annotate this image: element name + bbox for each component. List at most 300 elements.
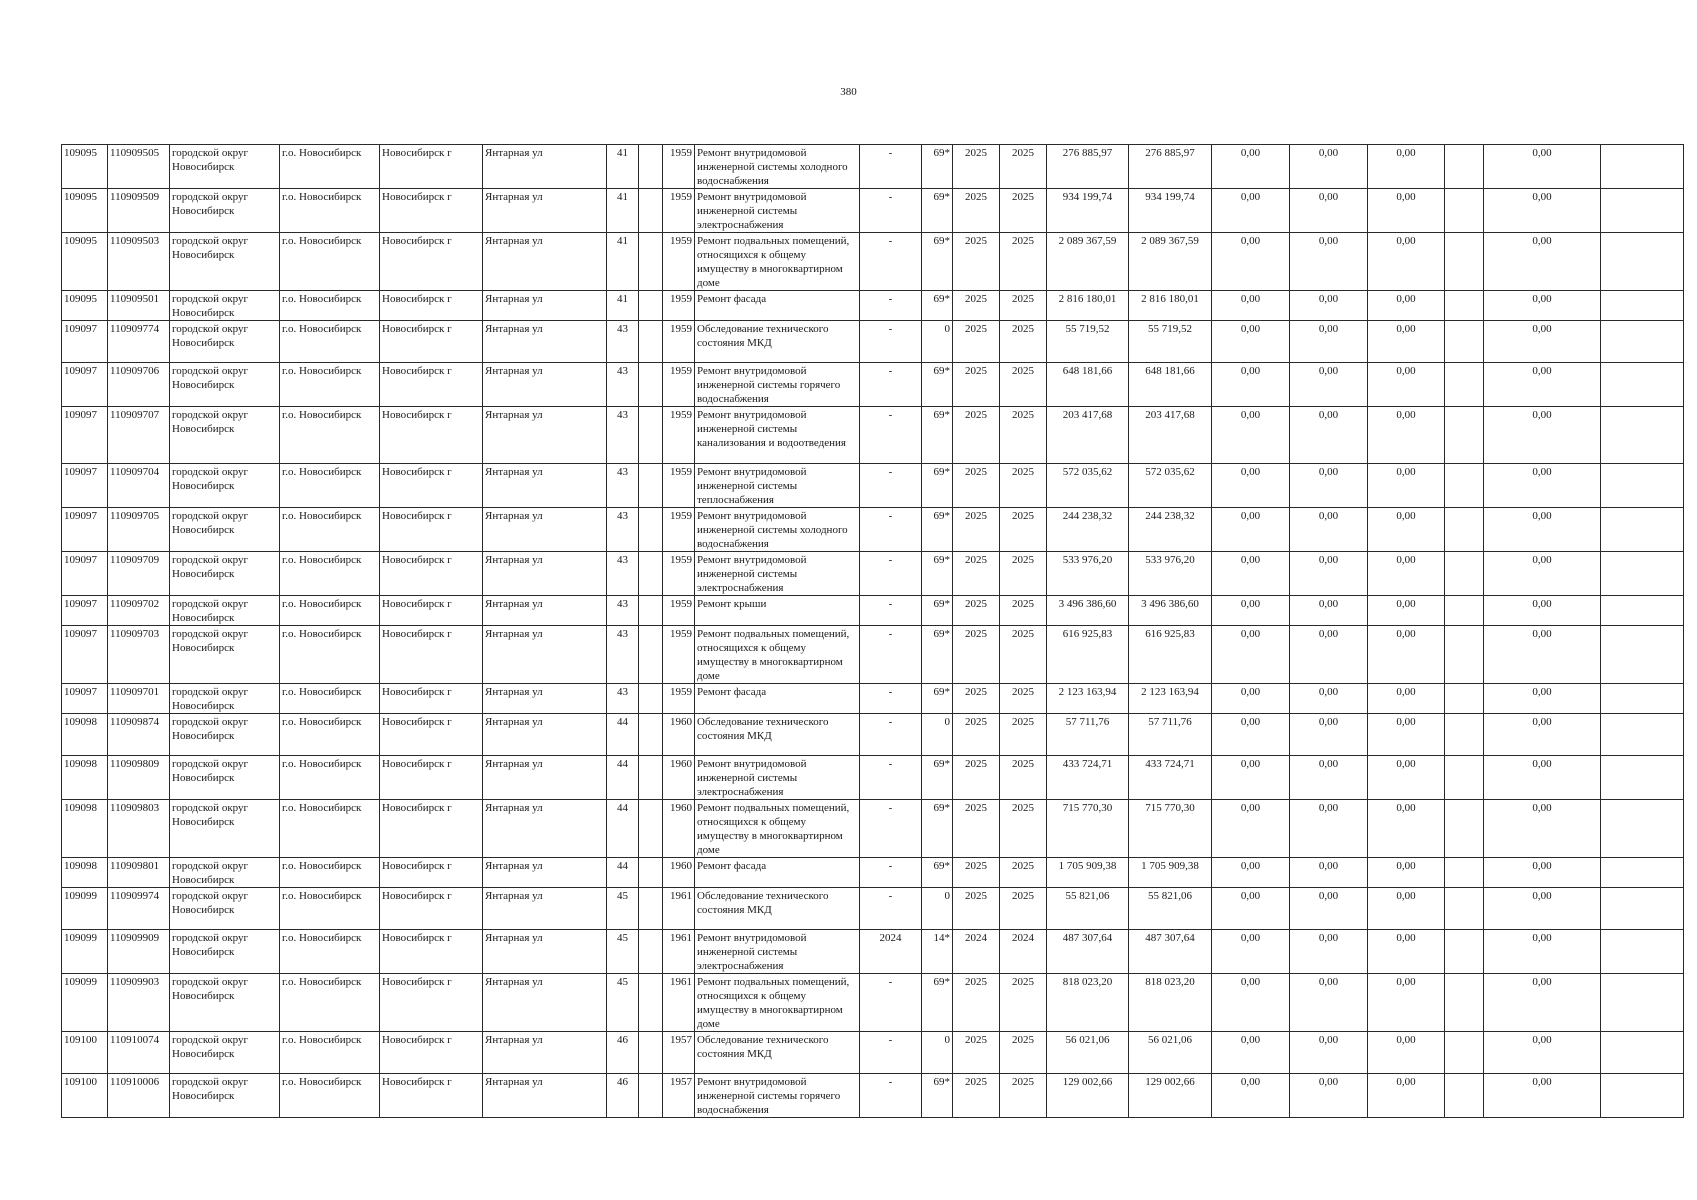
- cell-city: Новосибирск г: [380, 800, 483, 858]
- cell-value-4: [1445, 464, 1484, 508]
- capital-repair-table: [61, 144, 1684, 1118]
- cell-value-3: 0,00: [1368, 321, 1445, 363]
- cell-value-2: 0,00: [1290, 291, 1368, 321]
- cell-value-2: 0,00: [1290, 714, 1368, 756]
- cell-value-2: 0,00: [1290, 1032, 1368, 1074]
- cell-district: г.о. Новосибирск: [280, 756, 380, 800]
- cell-municipality: городской округ Новосибирск: [170, 714, 280, 756]
- cell-plan-year-from: 2025: [953, 508, 1000, 552]
- cell-value-2: 0,00: [1290, 189, 1368, 233]
- cell-build-year: 1959: [663, 189, 695, 233]
- cell-house-id: 109098: [62, 756, 108, 800]
- cell-value-4: [1445, 800, 1484, 858]
- table-row: [62, 888, 1684, 930]
- cell-house-id: 109097: [62, 407, 108, 464]
- cell-house-extra: [639, 714, 663, 756]
- cell-work-code: 110909509: [108, 189, 170, 233]
- cell-value-1: 0,00: [1212, 1074, 1290, 1118]
- cell-wear: 0: [922, 714, 953, 756]
- cell-wear: 69*: [922, 189, 953, 233]
- cell-work-code: 110909503: [108, 233, 170, 291]
- table-row: [62, 145, 1684, 189]
- cell-cost-fund: 56 021,06: [1129, 1032, 1212, 1074]
- cell-house-extra: [639, 1032, 663, 1074]
- cell-prev-repair-year: -: [860, 684, 922, 714]
- cell-street: Янтарная ул: [483, 189, 607, 233]
- cell-street: Янтарная ул: [483, 1032, 607, 1074]
- cell-city: Новосибирск г: [380, 888, 483, 930]
- cell-plan-year-from: 2025: [953, 1032, 1000, 1074]
- cell-plan-year-to: 2025: [1000, 189, 1047, 233]
- cell-build-year: 1960: [663, 756, 695, 800]
- table-body: [62, 145, 1684, 1118]
- cell-value-6: [1601, 1074, 1684, 1118]
- cell-work-type: Обследование технического состояния МКД: [695, 888, 860, 930]
- cell-build-year: 1961: [663, 974, 695, 1032]
- cell-value-6: [1601, 858, 1684, 888]
- cell-value-1: 0,00: [1212, 145, 1290, 189]
- cell-city: Новосибирск г: [380, 291, 483, 321]
- cell-value-5: 0,00: [1484, 974, 1601, 1032]
- cell-house-id: 109097: [62, 508, 108, 552]
- cell-value-3: 0,00: [1368, 858, 1445, 888]
- cell-municipality: городской округ Новосибирск: [170, 407, 280, 464]
- cell-value-1: 0,00: [1212, 464, 1290, 508]
- cell-cost-total: 2 089 367,59: [1047, 233, 1129, 291]
- cell-house-number: 46: [607, 1032, 639, 1074]
- cell-cost-fund: 57 711,76: [1129, 714, 1212, 756]
- cell-build-year: 1959: [663, 407, 695, 464]
- cell-prev-repair-year: -: [860, 464, 922, 508]
- cell-value-1: 0,00: [1212, 363, 1290, 407]
- cell-district: г.о. Новосибирск: [280, 1074, 380, 1118]
- cell-house-number: 41: [607, 189, 639, 233]
- cell-house-number: 41: [607, 291, 639, 321]
- cell-value-6: [1601, 714, 1684, 756]
- cell-value-6: [1601, 145, 1684, 189]
- cell-work-type: Ремонт крыши: [695, 596, 860, 626]
- cell-district: г.о. Новосибирск: [280, 596, 380, 626]
- cell-value-3: 0,00: [1368, 145, 1445, 189]
- table-row: [62, 1032, 1684, 1074]
- cell-municipality: городской округ Новосибирск: [170, 552, 280, 596]
- cell-work-type: Ремонт подвальных помещений, относящихся к общему имуществу в многоквартирном доме: [695, 974, 860, 1032]
- cell-wear: 69*: [922, 145, 953, 189]
- cell-work-type: Ремонт внутридомовой инженерной системы электроснабжения: [695, 930, 860, 974]
- cell-value-1: 0,00: [1212, 858, 1290, 888]
- cell-work-code: 110909874: [108, 714, 170, 756]
- cell-value-4: [1445, 321, 1484, 363]
- cell-value-2: 0,00: [1290, 464, 1368, 508]
- cell-wear: 0: [922, 888, 953, 930]
- cell-build-year: 1957: [663, 1074, 695, 1118]
- cell-value-4: [1445, 858, 1484, 888]
- cell-house-number: 43: [607, 626, 639, 684]
- cell-prev-repair-year: -: [860, 974, 922, 1032]
- cell-cost-fund: 648 181,66: [1129, 363, 1212, 407]
- cell-cost-fund: 2 123 163,94: [1129, 684, 1212, 714]
- cell-city: Новосибирск г: [380, 626, 483, 684]
- cell-house-extra: [639, 974, 663, 1032]
- cell-house-number: 43: [607, 552, 639, 596]
- cell-value-1: 0,00: [1212, 552, 1290, 596]
- cell-work-type: Ремонт внутридомовой инженерной системы холодного водоснабжения: [695, 508, 860, 552]
- cell-municipality: городской округ Новосибирск: [170, 508, 280, 552]
- cell-city: Новосибирск г: [380, 552, 483, 596]
- cell-value-2: 0,00: [1290, 930, 1368, 974]
- cell-value-4: [1445, 508, 1484, 552]
- cell-value-1: 0,00: [1212, 756, 1290, 800]
- cell-value-4: [1445, 1032, 1484, 1074]
- cell-district: г.о. Новосибирск: [280, 189, 380, 233]
- cell-house-extra: [639, 508, 663, 552]
- cell-value-5: 0,00: [1484, 407, 1601, 464]
- cell-work-code: 110909505: [108, 145, 170, 189]
- cell-work-type: Ремонт внутридомовой инженерной системы холодного водоснабжения: [695, 145, 860, 189]
- cell-value-2: 0,00: [1290, 363, 1368, 407]
- cell-cost-total: 715 770,30: [1047, 800, 1129, 858]
- cell-house-extra: [639, 291, 663, 321]
- cell-plan-year-to: 2025: [1000, 974, 1047, 1032]
- cell-value-3: 0,00: [1368, 714, 1445, 756]
- cell-house-number: 44: [607, 858, 639, 888]
- cell-cost-fund: 616 925,83: [1129, 626, 1212, 684]
- cell-cost-fund: 3 496 386,60: [1129, 596, 1212, 626]
- cell-house-extra: [639, 145, 663, 189]
- cell-value-1: 0,00: [1212, 321, 1290, 363]
- cell-plan-year-from: 2025: [953, 321, 1000, 363]
- cell-house-id: 109095: [62, 233, 108, 291]
- cell-district: г.о. Новосибирск: [280, 626, 380, 684]
- cell-value-6: [1601, 233, 1684, 291]
- cell-plan-year-from: 2025: [953, 145, 1000, 189]
- cell-value-3: 0,00: [1368, 363, 1445, 407]
- cell-district: г.о. Новосибирск: [280, 145, 380, 189]
- cell-value-2: 0,00: [1290, 684, 1368, 714]
- cell-municipality: городской округ Новосибирск: [170, 800, 280, 858]
- cell-prev-repair-year: -: [860, 800, 922, 858]
- cell-street: Янтарная ул: [483, 858, 607, 888]
- table-row: [62, 291, 1684, 321]
- cell-house-extra: [639, 1074, 663, 1118]
- cell-prev-repair-year: -: [860, 233, 922, 291]
- table-row: [62, 233, 1684, 291]
- cell-work-code: 110909974: [108, 888, 170, 930]
- cell-wear: 69*: [922, 464, 953, 508]
- cell-prev-repair-year: -: [860, 1074, 922, 1118]
- cell-value-4: [1445, 684, 1484, 714]
- cell-house-number: 44: [607, 714, 639, 756]
- cell-house-extra: [639, 888, 663, 930]
- cell-city: Новосибирск г: [380, 756, 483, 800]
- cell-plan-year-from: 2025: [953, 189, 1000, 233]
- cell-cost-fund: 55 821,06: [1129, 888, 1212, 930]
- cell-plan-year-from: 2025: [953, 596, 1000, 626]
- cell-build-year: 1957: [663, 1032, 695, 1074]
- cell-work-type: Ремонт внутридомовой инженерной системы теплоснабжения: [695, 464, 860, 508]
- cell-value-6: [1601, 508, 1684, 552]
- cell-work-code: 110909803: [108, 800, 170, 858]
- cell-cost-total: 55 821,06: [1047, 888, 1129, 930]
- cell-district: г.о. Новосибирск: [280, 974, 380, 1032]
- cell-wear: 69*: [922, 291, 953, 321]
- cell-cost-total: 129 002,66: [1047, 1074, 1129, 1118]
- cell-city: Новосибирск г: [380, 1032, 483, 1074]
- cell-house-extra: [639, 189, 663, 233]
- cell-house-extra: [639, 363, 663, 407]
- cell-value-3: 0,00: [1368, 1032, 1445, 1074]
- cell-plan-year-to: 2025: [1000, 596, 1047, 626]
- cell-wear: 69*: [922, 974, 953, 1032]
- cell-value-3: 0,00: [1368, 464, 1445, 508]
- cell-plan-year-to: 2025: [1000, 407, 1047, 464]
- cell-value-6: [1601, 464, 1684, 508]
- cell-value-6: [1601, 930, 1684, 974]
- cell-value-5: 0,00: [1484, 888, 1601, 930]
- cell-value-2: 0,00: [1290, 858, 1368, 888]
- table-row: [62, 930, 1684, 974]
- cell-prev-repair-year: -: [860, 407, 922, 464]
- cell-plan-year-to: 2025: [1000, 858, 1047, 888]
- cell-build-year: 1960: [663, 714, 695, 756]
- cell-city: Новосибирск г: [380, 1074, 483, 1118]
- cell-house-id: 109100: [62, 1032, 108, 1074]
- cell-house-id: 109097: [62, 552, 108, 596]
- cell-build-year: 1960: [663, 800, 695, 858]
- cell-value-2: 0,00: [1290, 800, 1368, 858]
- cell-work-code: 110910006: [108, 1074, 170, 1118]
- cell-house-number: 44: [607, 800, 639, 858]
- cell-plan-year-from: 2025: [953, 363, 1000, 407]
- cell-build-year: 1959: [663, 363, 695, 407]
- cell-prev-repair-year: -: [860, 888, 922, 930]
- cell-prev-repair-year: -: [860, 363, 922, 407]
- cell-value-6: [1601, 596, 1684, 626]
- cell-prev-repair-year: 2024: [860, 930, 922, 974]
- cell-district: г.о. Новосибирск: [280, 714, 380, 756]
- cell-value-3: 0,00: [1368, 974, 1445, 1032]
- cell-value-4: [1445, 189, 1484, 233]
- cell-house-id: 109097: [62, 684, 108, 714]
- cell-value-5: 0,00: [1484, 756, 1601, 800]
- cell-value-4: [1445, 1074, 1484, 1118]
- cell-build-year: 1959: [663, 145, 695, 189]
- cell-house-number: 44: [607, 756, 639, 800]
- cell-municipality: городской округ Новосибирск: [170, 145, 280, 189]
- cell-cost-fund: 818 023,20: [1129, 974, 1212, 1032]
- cell-work-code: 110909707: [108, 407, 170, 464]
- cell-value-5: 0,00: [1484, 363, 1601, 407]
- cell-house-id: 109098: [62, 714, 108, 756]
- cell-work-code: 110909774: [108, 321, 170, 363]
- cell-prev-repair-year: -: [860, 189, 922, 233]
- cell-street: Янтарная ул: [483, 888, 607, 930]
- cell-value-6: [1601, 684, 1684, 714]
- cell-prev-repair-year: -: [860, 714, 922, 756]
- cell-value-1: 0,00: [1212, 596, 1290, 626]
- cell-city: Новосибирск г: [380, 714, 483, 756]
- cell-work-type: Ремонт внутридомовой инженерной системы электроснабжения: [695, 552, 860, 596]
- cell-cost-fund: 715 770,30: [1129, 800, 1212, 858]
- cell-value-2: 0,00: [1290, 756, 1368, 800]
- cell-district: г.о. Новосибирск: [280, 508, 380, 552]
- cell-wear: 69*: [922, 596, 953, 626]
- cell-value-4: [1445, 974, 1484, 1032]
- cell-house-number: 43: [607, 464, 639, 508]
- cell-plan-year-from: 2025: [953, 756, 1000, 800]
- cell-prev-repair-year: -: [860, 596, 922, 626]
- cell-cost-fund: 203 417,68: [1129, 407, 1212, 464]
- cell-value-5: 0,00: [1484, 321, 1601, 363]
- cell-cost-total: 818 023,20: [1047, 974, 1129, 1032]
- cell-value-5: 0,00: [1484, 684, 1601, 714]
- cell-build-year: 1959: [663, 464, 695, 508]
- cell-value-4: [1445, 291, 1484, 321]
- cell-district: г.о. Новосибирск: [280, 800, 380, 858]
- cell-cost-fund: 487 307,64: [1129, 930, 1212, 974]
- cell-work-type: Ремонт фасада: [695, 291, 860, 321]
- table-row: [62, 684, 1684, 714]
- cell-value-5: 0,00: [1484, 552, 1601, 596]
- cell-value-1: 0,00: [1212, 189, 1290, 233]
- cell-work-code: 110909701: [108, 684, 170, 714]
- cell-value-4: [1445, 888, 1484, 930]
- cell-plan-year-to: 2025: [1000, 552, 1047, 596]
- cell-build-year: 1959: [663, 684, 695, 714]
- cell-house-id: 109097: [62, 626, 108, 684]
- cell-work-code: 110909801: [108, 858, 170, 888]
- table-row: [62, 596, 1684, 626]
- cell-plan-year-from: 2025: [953, 626, 1000, 684]
- cell-plan-year-to: 2025: [1000, 714, 1047, 756]
- cell-house-number: 43: [607, 508, 639, 552]
- cell-value-1: 0,00: [1212, 233, 1290, 291]
- cell-house-extra: [639, 552, 663, 596]
- cell-value-4: [1445, 233, 1484, 291]
- cell-work-code: 110909903: [108, 974, 170, 1032]
- cell-municipality: городской округ Новосибирск: [170, 464, 280, 508]
- cell-value-3: 0,00: [1368, 189, 1445, 233]
- cell-value-2: 0,00: [1290, 321, 1368, 363]
- cell-cost-total: 244 238,32: [1047, 508, 1129, 552]
- cell-value-1: 0,00: [1212, 684, 1290, 714]
- cell-plan-year-to: 2025: [1000, 684, 1047, 714]
- cell-value-6: [1601, 552, 1684, 596]
- cell-district: г.о. Новосибирск: [280, 930, 380, 974]
- cell-street: Янтарная ул: [483, 233, 607, 291]
- cell-value-6: [1601, 888, 1684, 930]
- cell-plan-year-to: 2025: [1000, 145, 1047, 189]
- cell-cost-fund: 433 724,71: [1129, 756, 1212, 800]
- cell-cost-total: 572 035,62: [1047, 464, 1129, 508]
- cell-work-type: Ремонт подвальных помещений, относящихся к общему имуществу в многоквартирном доме: [695, 626, 860, 684]
- cell-work-code: 110909704: [108, 464, 170, 508]
- cell-work-code: 110910074: [108, 1032, 170, 1074]
- cell-street: Янтарная ул: [483, 363, 607, 407]
- cell-house-extra: [639, 596, 663, 626]
- cell-house-number: 45: [607, 888, 639, 930]
- cell-value-1: 0,00: [1212, 291, 1290, 321]
- cell-municipality: городской округ Новосибирск: [170, 233, 280, 291]
- cell-cost-total: 648 181,66: [1047, 363, 1129, 407]
- cell-cost-fund: 2 089 367,59: [1129, 233, 1212, 291]
- cell-street: Янтарная ул: [483, 145, 607, 189]
- cell-house-number: 43: [607, 363, 639, 407]
- table-row: [62, 552, 1684, 596]
- cell-municipality: городской округ Новосибирск: [170, 189, 280, 233]
- cell-value-6: [1601, 189, 1684, 233]
- cell-work-code: 110909706: [108, 363, 170, 407]
- cell-house-id: 109099: [62, 888, 108, 930]
- cell-city: Новосибирск г: [380, 464, 483, 508]
- cell-wear: 69*: [922, 858, 953, 888]
- cell-value-2: 0,00: [1290, 552, 1368, 596]
- cell-house-number: 41: [607, 233, 639, 291]
- cell-work-type: Ремонт внутридомовой инженерной системы электроснабжения: [695, 756, 860, 800]
- cell-street: Янтарная ул: [483, 321, 607, 363]
- cell-value-5: 0,00: [1484, 858, 1601, 888]
- cell-cost-total: 56 021,06: [1047, 1032, 1129, 1074]
- cell-plan-year-to: 2025: [1000, 626, 1047, 684]
- cell-house-id: 109098: [62, 858, 108, 888]
- cell-prev-repair-year: -: [860, 552, 922, 596]
- cell-house-extra: [639, 233, 663, 291]
- cell-plan-year-to: 2025: [1000, 291, 1047, 321]
- table-row: [62, 974, 1684, 1032]
- cell-house-extra: [639, 800, 663, 858]
- cell-cost-total: 1 705 909,38: [1047, 858, 1129, 888]
- cell-work-code: 110909709: [108, 552, 170, 596]
- cell-house-number: 43: [607, 684, 639, 714]
- cell-wear: 14*: [922, 930, 953, 974]
- cell-value-6: [1601, 626, 1684, 684]
- cell-cost-total: 2 123 163,94: [1047, 684, 1129, 714]
- cell-cost-fund: 1 705 909,38: [1129, 858, 1212, 888]
- cell-cost-fund: 129 002,66: [1129, 1074, 1212, 1118]
- cell-value-2: 0,00: [1290, 233, 1368, 291]
- cell-value-5: 0,00: [1484, 626, 1601, 684]
- cell-wear: 0: [922, 321, 953, 363]
- cell-build-year: 1961: [663, 888, 695, 930]
- cell-cost-total: 616 925,83: [1047, 626, 1129, 684]
- cell-house-id: 109099: [62, 930, 108, 974]
- cell-plan-year-from: 2025: [953, 464, 1000, 508]
- cell-value-2: 0,00: [1290, 145, 1368, 189]
- table-row: [62, 508, 1684, 552]
- cell-value-5: 0,00: [1484, 596, 1601, 626]
- cell-plan-year-from: 2025: [953, 974, 1000, 1032]
- table-row: [62, 800, 1684, 858]
- cell-municipality: городской округ Новосибирск: [170, 363, 280, 407]
- cell-value-3: 0,00: [1368, 291, 1445, 321]
- cell-house-id: 109097: [62, 596, 108, 626]
- cell-plan-year-to: 2024: [1000, 930, 1047, 974]
- cell-cost-fund: 244 238,32: [1129, 508, 1212, 552]
- cell-street: Янтарная ул: [483, 930, 607, 974]
- cell-build-year: 1959: [663, 552, 695, 596]
- cell-cost-total: 433 724,71: [1047, 756, 1129, 800]
- cell-prev-repair-year: -: [860, 1032, 922, 1074]
- cell-value-1: 0,00: [1212, 930, 1290, 974]
- cell-street: Янтарная ул: [483, 508, 607, 552]
- cell-house-number: 45: [607, 974, 639, 1032]
- cell-municipality: городской округ Новосибирск: [170, 1074, 280, 1118]
- cell-value-5: 0,00: [1484, 233, 1601, 291]
- cell-value-4: [1445, 714, 1484, 756]
- table-row: [62, 858, 1684, 888]
- cell-work-code: 110909702: [108, 596, 170, 626]
- cell-build-year: 1959: [663, 596, 695, 626]
